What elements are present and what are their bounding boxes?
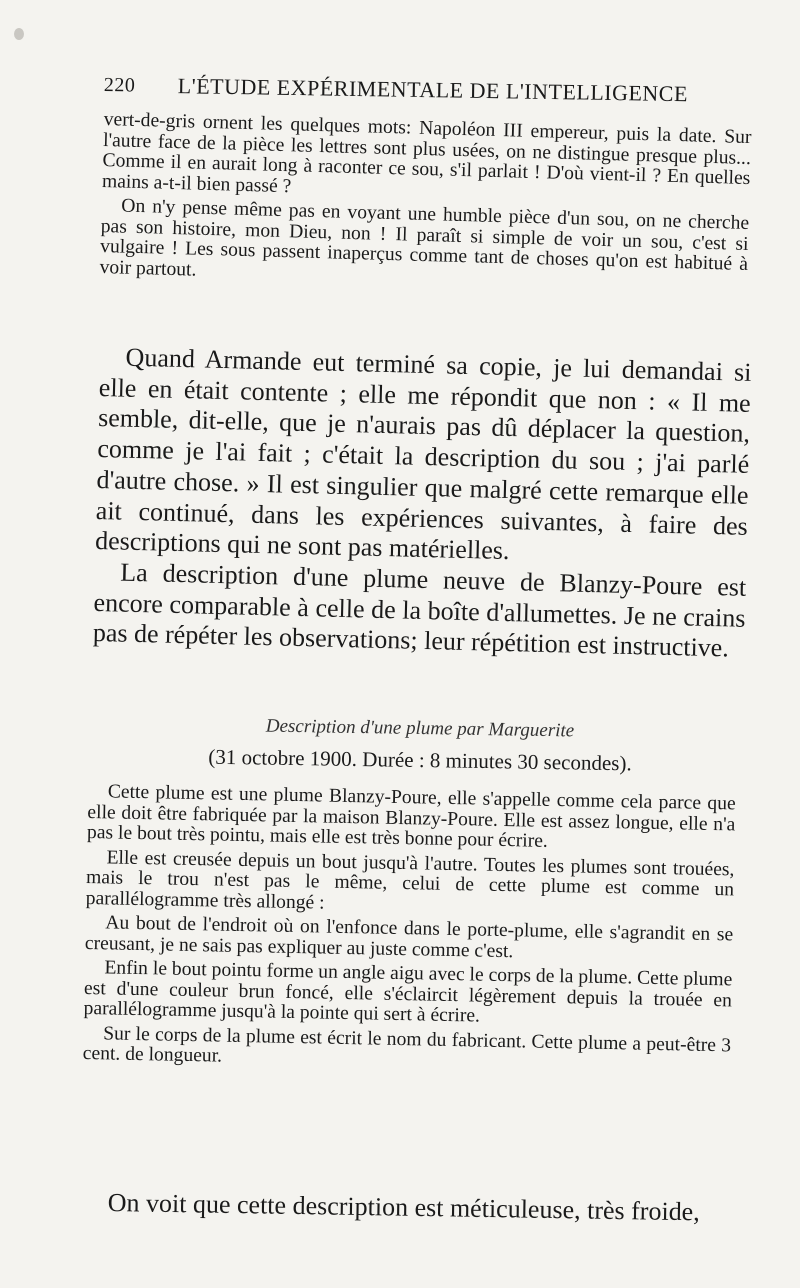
section-title: Description d'une plume par Marguerite (265, 715, 575, 742)
quote-paragraph-1: vert-de-gris ornent les quelques mots: Napoléon III empereur, puis la date. Sur l'autre face de la pièce les lettres sont plus usées, on ne distingue presque plus... Comme il en aurait long à raconter ce sou, s'il parlait ! D'où vient-il ? En quelles mains a-t-il bien passé ? (101, 109, 752, 197)
body-paragraph-2: La description d'une plume neuve de Blanzy-Poure est encore comparable à celle de la boîte d'allumettes. Je ne crains pas de répéter les observations; leur répétition est instructive. (92, 557, 747, 663)
quoted-passage (99, 110, 751, 296)
main-text (92, 342, 751, 665)
description-paragraph-4: Enfin le bout pointu forme un angle aigu avec le corps de la plume. Cette plume est d'une couleur brun foncé, elle s'éclaircit légèrement depuis la trouée en parallélogramme jusqu'à la pointe qui sert à écrire. (83, 957, 733, 1027)
page-number: 220 (103, 73, 136, 97)
ink-smudge (14, 28, 24, 40)
running-title: L'ÉTUDE EXPÉRIMENTALE DE L'INTELLIGENCE (177, 73, 689, 107)
description-paragraph-3: Au bout de l'endroit où on l'enfonce dans le porte-plume, elle s'agrandit en se creusant, je ne sais pas expliquer au juste comme c'est. (84, 912, 734, 962)
pen-description (83, 782, 736, 1077)
description-paragraph-5: Sur le corps de la plume est écrit le nom du fabricant. Cette plume a peut-être 3 cent. de longueur. (82, 1022, 732, 1067)
section-subtitle: (31 octobre 1900. Durée : 8 minutes 30 secondes). (208, 744, 632, 776)
description-paragraph-1: Cette plume est une plume Blanzy-Poure, elle s'appelle comme cela parce que elle doit être fabriquée par la maison Blanzy-Poure. Elle est assez longue, elle n'a pas le bout très pointu, mais elle est très bonne pour écrire. (86, 781, 736, 852)
quote-paragraph-2: On n'y pense même pas en voyant une humble pièce d'un sou, on ne cherche pas son histoire, mon Dieu, non ! Il paraît si simple de voir un sou, c'est si vulgaire ! Les sous passent inaperçus comme tant de choses qu'on est habitué à voir partout. (99, 195, 750, 281)
page-header (103, 72, 694, 107)
closing-line: On voit que cette description est méticuleuse, très froide, (107, 1188, 700, 1227)
body-paragraph-1: Quand Armande eut terminé sa copie, je lui demandai si elle en était contente ; elle me répondit que non : « Il me semble, dit-elle, que je n'aurais pas dû déplacer la question, comme je l'ai fait ; c'était la description du sou ; j'ai parlé d'autre chose. » Il est singulier que malgré cette remarque elle ait continué, dans les expériences suivantes, à faire des descriptions qui ne sont pas matérielles. (94, 342, 752, 566)
description-paragraph-2: Elle est creusée depuis un bout jusqu'à l'autre. Toutes les plumes sont trouées, mais le trou n'est pas le même, celui de cette plume est comme un parallélogramme très allongé : (85, 846, 735, 914)
